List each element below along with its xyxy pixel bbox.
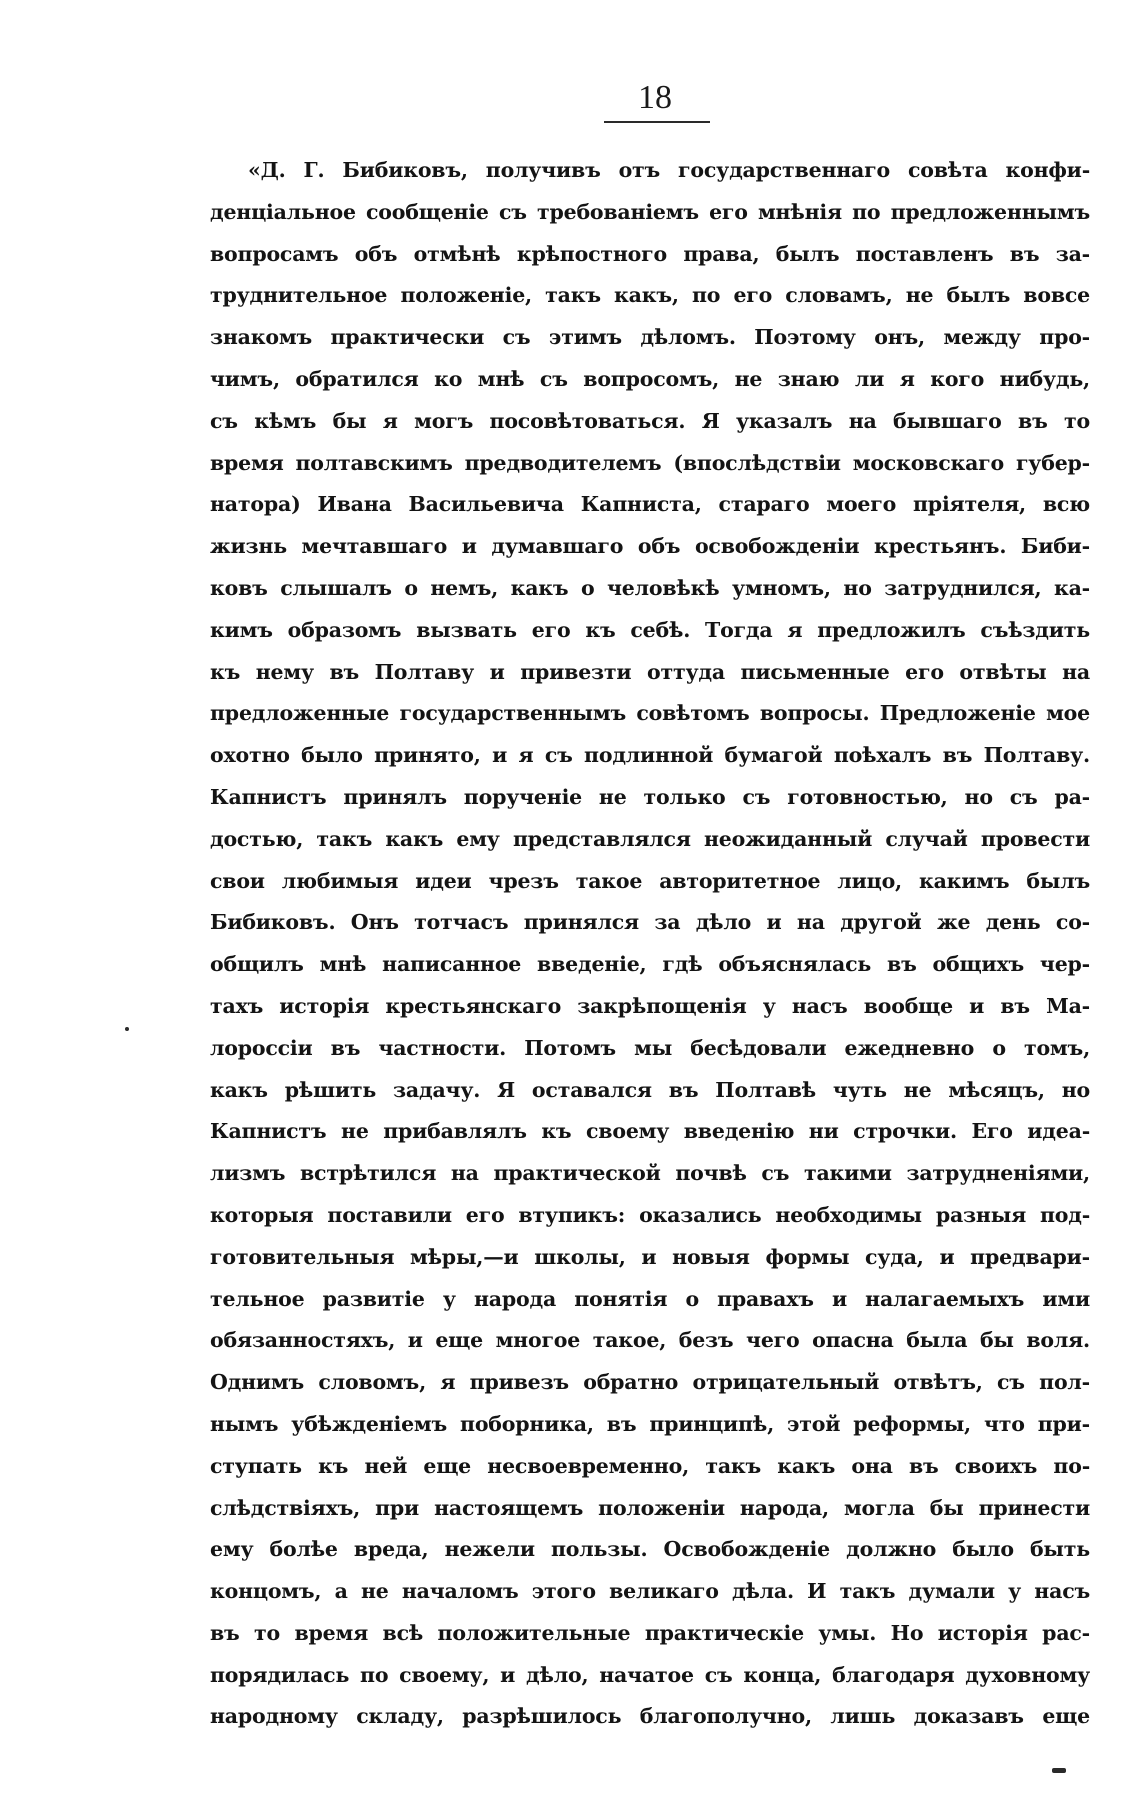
text-line: труднительное положеніе, такъ какъ, по его словамъ, не былъ вовсе xyxy=(210,283,1090,308)
text-line: которыя поставили его втупикъ: оказались необходимы разныя под- xyxy=(210,1202,1090,1227)
text-line: къ нему въ Полтаву и привезти оттуда письменные его отвѣты на xyxy=(210,659,1090,684)
text-line: слѣдствіяхъ, при настоящемъ положеніи народа, могла бы принести xyxy=(210,1495,1090,1520)
text-line: денціальное сообщеніе съ требованіемъ его мнѣнія по предложеннымъ xyxy=(210,199,1090,224)
text-line: достью, такъ какъ ему представлялся неожиданный случай провести xyxy=(210,826,1090,851)
text-line: лороссіи въ частности. Потомъ мы бесѣдовали ежедневно о томъ, xyxy=(210,1035,1090,1060)
text-line: тахъ исторія крестьянскаго закрѣпощенія у насъ вообще и въ Ма- xyxy=(210,993,1090,1018)
text-line: Капнистъ не прибавлялъ къ своему введенію ни строчки. Его идеа- xyxy=(210,1119,1090,1144)
text-line: съ кѣмъ бы я могъ посовѣтоваться. Я указалъ на бывшаго въ то xyxy=(210,408,1090,433)
text-line: ковъ слышалъ о немъ, какъ о человѣкѣ умномъ, но затруднился, ка- xyxy=(210,575,1090,600)
text-line: Однимъ словомъ, я привезъ обратно отрицательный отвѣтъ, съ пол- xyxy=(210,1370,1090,1395)
text-line: ступать къ ней еще несвоевременно, такъ какъ она въ своихъ по- xyxy=(210,1453,1090,1478)
text-line: ему болѣе вреда, нежели пользы. Освобожденіе должно было быть xyxy=(210,1537,1090,1562)
text-line: народному складу, разрѣшилось благополучно, лишь доказавъ еще xyxy=(210,1704,1090,1729)
text-line: Капнистъ принялъ порученіе не только съ готовностью, но съ ра- xyxy=(210,784,1090,809)
text-line: порядилась по своему, и дѣло, начатое съ конца, благодаря духовному xyxy=(210,1662,1090,1687)
text-line: концомъ, а не началомъ этого великаго дѣла. И такъ думали у насъ xyxy=(210,1579,1090,1604)
text-line: обязанностяхъ, и еще многое такое, безъ чего опасна была бы воля. xyxy=(210,1328,1090,1353)
text-line: тельное развитіе у народа понятія о правахъ и налагаемыхъ ими xyxy=(210,1286,1090,1311)
text-line: знакомъ практически съ этимъ дѣломъ. Поэтому онъ, между про- xyxy=(210,325,1090,350)
text-line: въ то время всѣ положительные практическіе умы. Но исторія рас- xyxy=(210,1620,1090,1645)
text-line: натора) Ивана Васильевича Капниста, стараго моего пріятеля, всю xyxy=(210,492,1090,517)
left-margin-speck xyxy=(125,1027,129,1031)
text-line: лизмъ встрѣтился на практической почвѣ съ такими затрудненіями, xyxy=(210,1161,1090,1186)
text-line: вопросамъ объ отмѣнѣ крѣпостного права, былъ поставленъ въ за- xyxy=(210,241,1090,266)
text-line: Бибиковъ. Онъ тотчасъ принялся за дѣло и на другой же день со- xyxy=(210,910,1090,935)
text-line: общилъ мнѣ написанное введеніе, гдѣ объяснялась въ общихъ чер- xyxy=(210,952,1090,977)
text-line: жизнь мечтавшаго и думавшаго объ освобожденіи крестьянъ. Биби- xyxy=(210,534,1090,559)
body-text xyxy=(210,150,1090,1738)
text-line: предложенные государственнымъ совѣтомъ вопросы. Предложеніе мое xyxy=(210,701,1090,726)
text-line: готовительныя мѣры,—и школы, и новыя формы суда, и предвари- xyxy=(210,1244,1090,1269)
text-line: «Д. Г. Бибиковъ, получивъ отъ государственнаго совѣта конфи- xyxy=(248,158,1090,182)
page-number: 18 xyxy=(638,79,672,116)
text-line: чимъ, обратился ко мнѣ съ вопросомъ, не знаю ли я кого нибудь, xyxy=(210,366,1090,391)
bottom-right-ink-mark xyxy=(1052,1768,1066,1773)
text-line: нымъ убѣжденіемъ поборника, въ принципѣ, этой реформы, что при- xyxy=(210,1411,1090,1436)
text-line: время полтавскимъ предводителемъ (впослѣдствіи московскаго губер- xyxy=(210,450,1090,475)
text-line: охотно было принято, и я съ подлинной бумагой поѣхалъ въ Полтаву. xyxy=(210,743,1090,768)
page-number-rule xyxy=(604,121,710,123)
text-line: кимъ образомъ вызвать его къ себѣ. Тогда я предложилъ съѣздить xyxy=(210,617,1090,642)
text-line: свои любимыя идеи чрезъ такое авторитетное лицо, какимъ былъ xyxy=(210,868,1090,893)
text-line: какъ рѣшить задачу. Я оставался въ Полтавѣ чуть не мѣсяцъ, но xyxy=(210,1077,1090,1102)
